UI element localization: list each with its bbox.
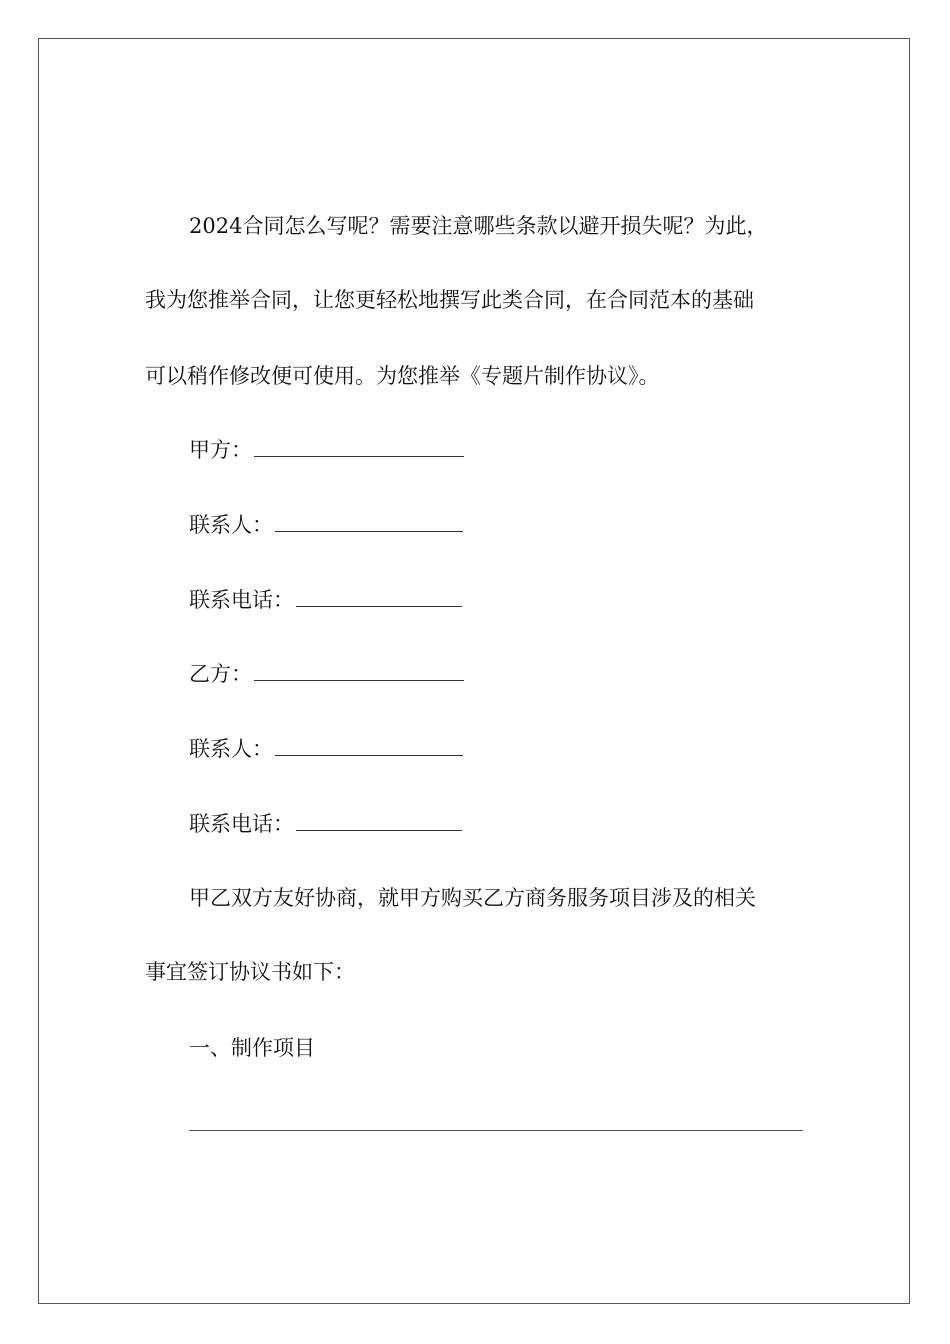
- party-b-contact-label: 联系人：: [189, 737, 273, 761]
- party-b-blank[interactable]: [254, 660, 464, 681]
- party-b-phone-row: [189, 810, 462, 838]
- party-a-phone-blank[interactable]: [296, 586, 462, 607]
- party-b-contact-blank[interactable]: [275, 735, 463, 756]
- party-a-label: 甲方：: [189, 438, 252, 462]
- agreement-line-1: 甲乙双方友好协商，就甲方购买乙方商务服务项目涉及的相关: [189, 886, 756, 910]
- party-a-blank[interactable]: [254, 436, 464, 457]
- section-1-title: 一、制作项目: [189, 1036, 315, 1060]
- production-item-blank[interactable]: [189, 1130, 803, 1131]
- intro-line-3: 可以稍作修改便可使用。为您推举《专题片制作协议》。: [145, 364, 660, 388]
- intro-line-2: 我为您推举合同，让您更轻松地撰写此类合同，在合同范本的基础: [145, 288, 754, 312]
- party-a-contact-label: 联系人：: [189, 513, 273, 537]
- party-b-contact-row: [189, 735, 463, 763]
- party-a-row: [189, 436, 464, 464]
- party-b-label: 乙方：: [189, 662, 252, 686]
- party-a-contact-blank[interactable]: [275, 511, 463, 532]
- party-b-phone-label: 联系电话：: [189, 812, 294, 836]
- party-a-phone-label: 联系电话：: [189, 588, 294, 612]
- agreement-line-2: 事宜签订协议书如下：: [145, 960, 355, 984]
- party-b-phone-blank[interactable]: [296, 810, 462, 831]
- party-a-phone-row: [189, 586, 462, 614]
- intro-line-1: 2024合同怎么写呢？需要注意哪些条款以避开损失呢？为此，: [189, 214, 768, 238]
- party-b-row: [189, 660, 464, 688]
- party-a-contact-row: [189, 511, 463, 539]
